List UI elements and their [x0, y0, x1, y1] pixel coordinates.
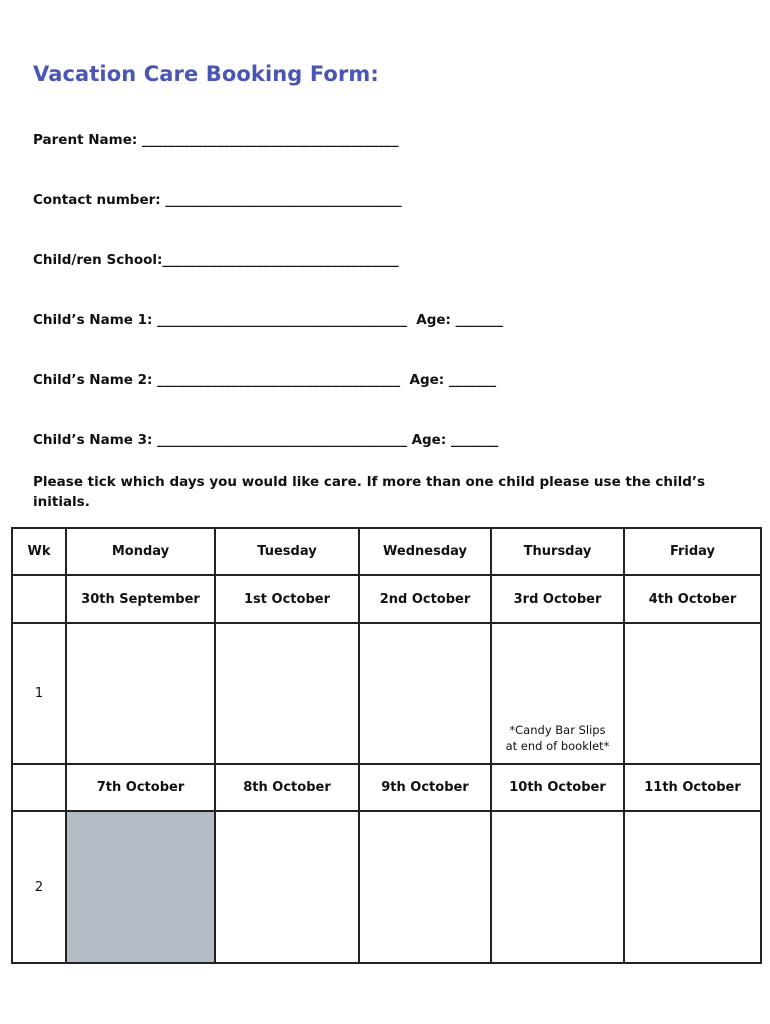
week2-empty-cell: [12, 764, 66, 811]
week1-empty-cell: [12, 575, 66, 623]
date-cell: 30th September: [66, 575, 215, 623]
tick-cell-thursday-wk2[interactable]: [491, 811, 624, 963]
header-monday: Monday: [66, 528, 215, 575]
contact-number-field[interactable]: Contact number: ___________________________________: [33, 192, 402, 208]
instructions-text: Please tick which days you would like care. If more than one child please use the child’s initials.: [33, 474, 706, 510]
tick-cell-tuesday-wk2[interactable]: [215, 811, 359, 963]
school-field[interactable]: Child/ren School:___________________________________: [33, 252, 399, 268]
child-name-2-field[interactable]: Child’s Name 2: ____________________________________ Age: _______: [33, 372, 497, 388]
form-title: Vacation Care Booking Form:: [33, 62, 379, 86]
tick-cell-friday-wk1[interactable]: [624, 623, 761, 764]
week2-date-row: [12, 764, 761, 811]
week1-date-row: [12, 575, 761, 623]
week2-tick-row: [12, 811, 761, 963]
tick-cell-friday-wk2[interactable]: [624, 811, 761, 963]
tick-cell-tuesday-wk1[interactable]: [215, 623, 359, 764]
candy-bar-note-line1: *Candy Bar Slips: [509, 722, 606, 737]
header-friday: Friday: [624, 528, 761, 575]
unavailable-cell-monday-wk2: [66, 811, 215, 963]
week1-tick-row: [12, 623, 761, 764]
header-wednesday: Wednesday: [359, 528, 491, 575]
header-tuesday: Tuesday: [215, 528, 359, 575]
date-cell: 7th October: [66, 764, 215, 811]
date-cell: 11th October: [624, 764, 761, 811]
date-cell: 3rd October: [491, 575, 624, 623]
header-wk: Wk: [12, 528, 66, 575]
date-cell: 10th October: [491, 764, 624, 811]
week-number-2: 2: [12, 811, 66, 963]
header-thursday: Thursday: [491, 528, 624, 575]
date-cell: 8th October: [215, 764, 359, 811]
child-name-1-field[interactable]: Child’s Name 1: _____________________________________ Age: _______: [33, 312, 503, 328]
date-cell: 1st October: [215, 575, 359, 623]
date-cell: 9th October: [359, 764, 491, 811]
candy-bar-note-line2: at end of booklet*: [505, 738, 610, 753]
tick-cell-wednesday-wk1[interactable]: [359, 623, 491, 764]
tick-cell-thursday-wk1[interactable]: [491, 623, 624, 764]
child-name-3-field[interactable]: Child’s Name 3: _____________________________________ Age: _______: [33, 432, 499, 448]
tick-cell-monday-wk1[interactable]: [66, 623, 215, 764]
header-row: [12, 528, 761, 575]
tick-cell-wednesday-wk2[interactable]: [359, 811, 491, 963]
date-cell: 4th October: [624, 575, 761, 623]
candy-bar-note: [492, 722, 623, 754]
booking-table: [11, 527, 762, 964]
parent-name-field[interactable]: Parent Name: ______________________________________: [33, 132, 399, 148]
date-cell: 2nd October: [359, 575, 491, 623]
week-number-1: 1: [12, 623, 66, 764]
